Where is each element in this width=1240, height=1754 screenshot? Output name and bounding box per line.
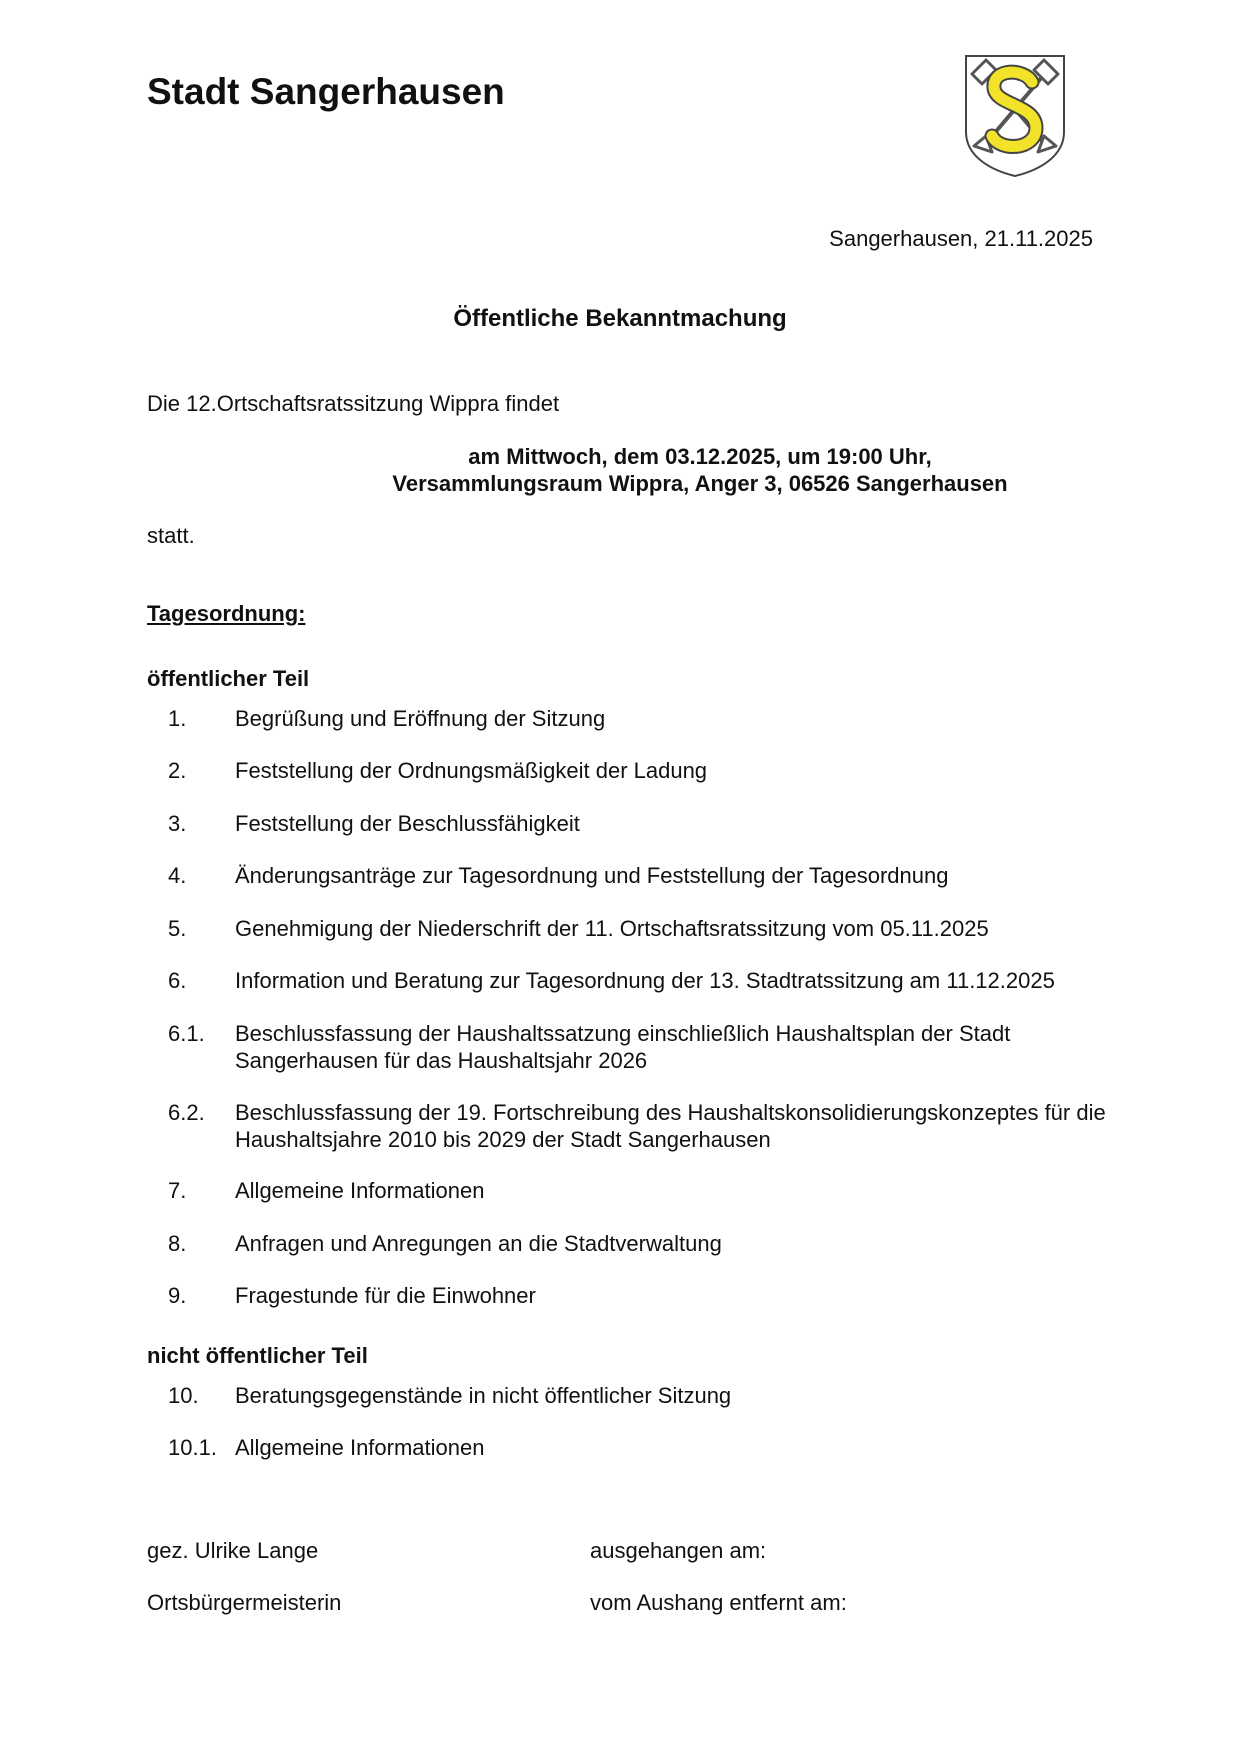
venue-block — [300, 443, 1100, 497]
agenda-item-number: 6.1. — [168, 1021, 205, 1046]
agenda-item — [147, 810, 1127, 837]
agenda-item-text: Allgemeine Informationen — [235, 1435, 485, 1460]
agenda-item-text: Beschlussfassung der Haushaltssatzung einschließlich Haushaltsplan der Stadt Sangerhausen für das Haushaltsjahr 2026 — [235, 1021, 1011, 1073]
agenda-item — [147, 1382, 1127, 1409]
agenda-item-text: Begrüßung und Eröffnung der Sitzung — [235, 706, 606, 731]
venue-date-time: am Mittwoch, dem 03.12.2025, um 19:00 Uhr, — [468, 444, 932, 469]
agenda-item — [147, 1020, 1127, 1074]
posted-date-label: ausgehangen am: — [590, 1538, 767, 1563]
agenda-item-text: Allgemeine Informationen — [235, 1178, 485, 1203]
agenda-item-number: 7. — [168, 1178, 187, 1203]
agenda-item-text: Änderungsanträge zur Tagesordnung und Feststellung der Tagesordnung — [235, 863, 949, 888]
signatory-role: Ortsbürgermeisterin — [147, 1590, 342, 1615]
agenda-item — [147, 1282, 1127, 1309]
agenda-item — [147, 862, 1127, 889]
agenda-item-number: 9. — [168, 1283, 187, 1308]
agenda-item — [147, 757, 1127, 784]
agenda-item — [147, 915, 1127, 942]
agenda-item-number: 8. — [168, 1231, 187, 1256]
agenda-item-number: 2. — [168, 758, 187, 783]
agenda-item — [147, 1434, 1127, 1461]
agenda-item — [147, 1177, 1127, 1204]
agenda-item-number: 4. — [168, 863, 187, 888]
date-line: Sangerhausen, 21.11.2025 — [829, 226, 1093, 251]
coat-of-arms-icon — [962, 52, 1068, 178]
agenda-item-text: Beratungsgegenstände in nicht öffentlicher Sitzung — [235, 1383, 732, 1408]
agenda-item — [147, 705, 1127, 732]
agenda-item-number: 10. — [168, 1383, 199, 1408]
signatory-name: gez. Ulrike Lange — [147, 1538, 319, 1563]
private-section-heading: nicht öffentlicher Teil — [147, 1343, 368, 1368]
removed-date-label: vom Aushang entfernt am: — [590, 1590, 847, 1615]
intro-text: Die 12.Ortschaftsratssitzung Wippra findet — [147, 391, 560, 416]
agenda-item-number: 6.2. — [168, 1100, 205, 1125]
agenda-item — [147, 967, 1127, 994]
agenda-item-text: Information und Beratung zur Tagesordnung der 13. Stadtratssitzung am 11.12.2025 — [235, 968, 1055, 993]
agenda-item-number: 3. — [168, 811, 187, 836]
statt-text: statt. — [147, 523, 195, 548]
organization-title: Stadt Sangerhausen — [147, 71, 505, 112]
document-title: Öffentliche Bekanntmachung — [453, 305, 787, 332]
agenda-item-text: Anfragen und Anregungen an die Stadtverwaltung — [235, 1231, 722, 1256]
public-section-heading: öffentlicher Teil — [147, 666, 310, 691]
agenda-item-text: Beschlussfassung der 19. Fortschreibung des Haushaltskonsolidierungskonzeptes für die Haushaltsjahre 2010 bis 2029 der Stadt Sangerhausen — [235, 1100, 1106, 1152]
agenda-item-text: Fragestunde für die Einwohner — [235, 1283, 536, 1308]
agenda-item-number: 1. — [168, 706, 187, 731]
agenda-item-text: Genehmigung der Niederschrift der 11. Ortschaftsratssitzung vom 05.11.2025 — [235, 916, 989, 941]
agenda-item — [147, 1230, 1127, 1257]
agenda-item-number: 6. — [168, 968, 187, 993]
agenda-item-text: Feststellung der Beschlussfähigkeit — [235, 811, 580, 836]
agenda-item-number: 5. — [168, 916, 187, 941]
venue-address: Versammlungsraum Wippra, Anger 3, 06526 Sangerhausen — [392, 471, 1008, 496]
agenda-item-text: Feststellung der Ordnungsmäßigkeit der Ladung — [235, 758, 708, 783]
agenda-item — [147, 1099, 1127, 1153]
agenda-heading: Tagesordnung: — [147, 601, 306, 626]
agenda-item-number: 10.1. — [168, 1435, 217, 1460]
